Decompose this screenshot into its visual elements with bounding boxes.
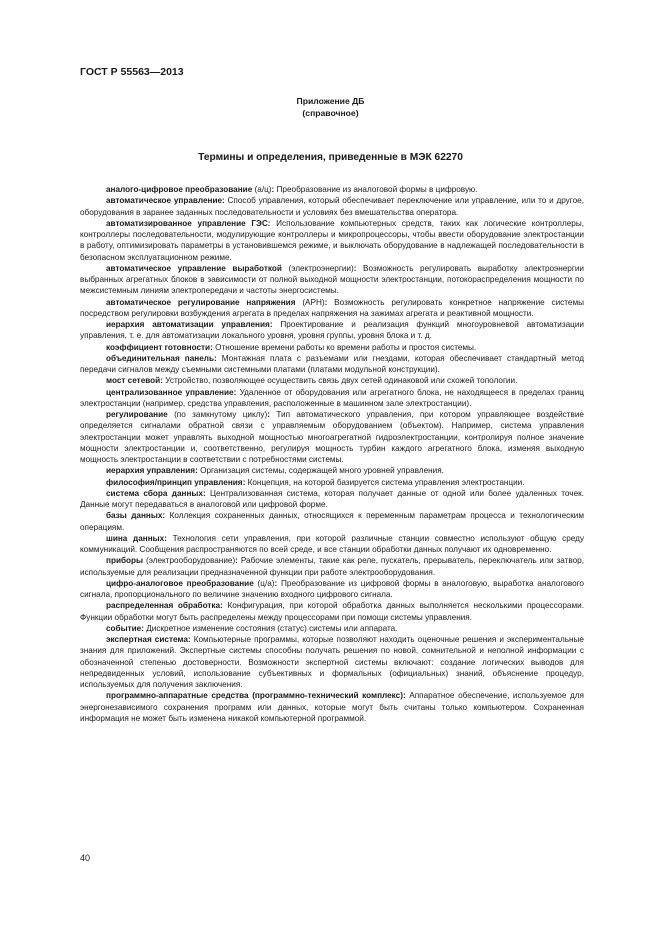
- term-name: философия/принцип управления: [106, 477, 243, 487]
- term-definition: Устройство, позволяющее осуществить связь двух сетей одинаковой или схожей топологии.: [165, 376, 518, 386]
- term-note: (а/ц): [254, 185, 272, 194]
- terms-list: [80, 184, 584, 724]
- term-definition: Возможность регулировать конкретное напряжение системы посредством регулировки возбуждения агрегата в пределах напряжения на зажимах агрегата и реактивной мощности.: [80, 297, 584, 318]
- term-entry: [80, 184, 584, 195]
- term-separator: :: [220, 601, 228, 611]
- term-definition: Технология сети управления, при которой различные станции совместно используют общую среду коммуникаций. Сообщения распространяются по всей среде, и все станции обработки данных получают их одновременно.: [80, 533, 584, 554]
- term-entry: [80, 555, 584, 578]
- term-definition: Коллекция сохраненных данных, относящихся к переменным параметрам процесса и технологическим операциям.: [80, 511, 584, 532]
- term-entry: [80, 218, 584, 263]
- term-separator: :: [402, 691, 410, 701]
- term-definition: Аппаратное обеспечение, используемое для энергонезависимого сохранения программ или данных, которые могут быть считаны только компьютером. Сохраненная информация не может быть изменена никакой компьютерной программой.: [80, 691, 584, 723]
- term-entry: [80, 623, 584, 634]
- term-name: цифро-аналоговое преобразование: [106, 578, 254, 588]
- term-note: (электрооборудование): [145, 556, 236, 566]
- term-entry: [80, 319, 584, 342]
- term-entry: [80, 634, 584, 690]
- term-separator: :: [164, 533, 173, 543]
- term-entry: [80, 387, 584, 410]
- term-name: автоматическое управление выработкой: [106, 263, 282, 273]
- term-name: мост сетевой: [106, 376, 161, 386]
- term-separator: :: [242, 477, 248, 487]
- term-definition: Концепция, на которой базируется система управления электростанции.: [247, 477, 525, 487]
- term-name: коэффициент готовности: [106, 342, 211, 352]
- term-entry: [80, 690, 584, 724]
- term-entry: [80, 297, 584, 320]
- term-separator: :: [267, 218, 277, 228]
- term-definition: Компьютерные программы, которые позволяют находить оценочные решения и экспериментальные знания для приложений. Экспертные системы способны получать решения по новой, сомнительной и неполной информации с обозначенной степенью достоверности. Возможности экспертной системы включают: создание логических выводов для непредвиденных условий, использование субъективных и формальных (официальных) знаний, объяснение процедур, используемых для получения заключения.: [80, 635, 584, 689]
- term-name: программно-аппаратные средства (программно-технический комплекс): [106, 691, 403, 701]
- term-separator: :: [195, 466, 201, 476]
- term-definition: Конфигурация, при которой обработка данных выполняется несколькими процессорами. Функции обработки могут быть распределены между процессорами при помощи системы управления.: [80, 601, 584, 622]
- term-name: иерархия автоматизации управления: [106, 320, 270, 329]
- term-name: автоматическое управление: [106, 196, 223, 206]
- term-separator: :: [235, 556, 241, 566]
- term-name: автоматизированное управление ГЭС: [106, 218, 268, 228]
- term-definition: Тип автоматического управления, при котором управляющее воздействие определяется сигналами обратной связи с управляемым оборудованием (объектом). Например, система управления электростанции может управлять выходной мощностью многоагрегатной гидроэлектростанции, контролируя полное значение мощности электростанции и, соответственно, регулируя мощность турбин каждого агрегатного блока, изменяя выходную мощность электростанции в соответствии с потребностями системы.: [80, 410, 584, 464]
- term-definition: Преобразование из аналоговой формы в цифровую.: [276, 185, 478, 194]
- term-definition: Преобразование из цифровой формы в аналоговую, выработка аналогового сигнала, пропорционального по величине значению входного цифрового сигнала.: [80, 578, 584, 599]
- term-name: иерархия управления: [106, 466, 196, 476]
- term-separator: :: [160, 376, 166, 386]
- term-separator: :: [324, 297, 335, 307]
- term-separator: :: [141, 623, 147, 633]
- term-entry: [80, 353, 584, 376]
- term-note: (АРН): [302, 297, 325, 307]
- term-entry: [80, 375, 584, 386]
- term-name: экспертная система: [106, 635, 188, 644]
- term-name: централизованное управление: [106, 387, 234, 397]
- term-entry: [80, 263, 584, 297]
- term-definition: Способ управления, который обеспечивает переключение или управление, или то и другое, оборудования в заранее заданных последовательности и условиях без вмешательства оператора.: [80, 196, 584, 217]
- term-definition: Возможность регулировать выработку электроэнергии выбранных агрегатных блоков в зависимости от полной выходной мощности электростанции, потокораспределения мощности по межсистемным линиям электропередачи и частоты энергосистемы.: [80, 263, 584, 296]
- appendix-heading: [0, 96, 661, 120]
- appendix-type: (справочное): [302, 107, 359, 118]
- term-definition: Централизованная система, которая получает данные от одной или более удаленных точек. Данные могут передаваться в аналоговой или цифровой форме.: [80, 488, 584, 509]
- term-name: событие: [106, 623, 142, 633]
- term-separator: :: [274, 578, 282, 588]
- term-entry: [80, 578, 584, 601]
- term-name: система сбора данных: [106, 488, 203, 498]
- term-name: регулирование: [106, 410, 168, 419]
- term-entry: [80, 488, 584, 511]
- term-name: шина данных: [106, 533, 165, 543]
- term-separator: :: [202, 488, 210, 498]
- term-definition: Организация системы, содержащей много уровней управления.: [200, 466, 444, 476]
- appendix-label: Приложение ДБ: [296, 96, 365, 106]
- term-separator: :: [214, 353, 222, 363]
- section-title: Термины и определения, приведенные в МЭК 62270: [198, 152, 463, 163]
- term-separator: :: [269, 320, 281, 329]
- term-entry: [80, 409, 584, 465]
- term-definition: Отношение времени работы ко времени работы и простоя системы.: [215, 342, 477, 352]
- term-name: распределенная обработка: [106, 601, 221, 611]
- term-separator: :: [271, 185, 277, 194]
- term-definition: Проектирование и реализация функций многоуровневой автоматизации управления, т. е. для автоматизации локального уровня, уровня группы, уровня блока и т. д.: [80, 320, 584, 341]
- term-definition: Удаленное от оборудования или агрегатного блока, не находящееся в пределах границ электростанции (например, средства управления, расположенные в машинном зале электростанции).: [80, 387, 584, 408]
- term-separator: :: [267, 410, 277, 419]
- term-separator: :: [187, 635, 194, 644]
- page-number: 40: [80, 853, 91, 863]
- term-separator: :: [222, 196, 228, 206]
- term-separator: :: [233, 387, 240, 397]
- term-separator: :: [162, 511, 170, 521]
- term-name: базы данных: [106, 511, 163, 521]
- term-definition: Дискретное изменение состояния (статус) системы или аппарата.: [146, 623, 398, 633]
- term-name: аналого-цифровое преобразование: [106, 185, 253, 194]
- term-definition: Использование компьютерных средств, таких как логические контроллеры, контроллеры последовательности, модулирующие контроллеры и микропроцессоры, чтобы ввести оборудование электростанции в работу, оптимизировать параметры в установившемся режиме, и выключать оборудование в надлежащей последовательности в безопасном эксплуатационном режиме.: [80, 218, 584, 262]
- term-entry: [80, 600, 584, 623]
- term-entry: [80, 533, 584, 556]
- term-note: (по замкнутому циклу): [174, 410, 268, 419]
- term-entry: [80, 510, 584, 533]
- term-entry: [80, 465, 584, 476]
- term-name: объединительная панель: [106, 353, 215, 363]
- term-definition: Рабочие элементы, такие как реле, пускатель, прерыватель, переключатель или затвор, используемые для реализации предназначенной функции при работе электрооборудования.: [80, 556, 584, 577]
- term-entry: [80, 195, 584, 218]
- standard-header: ГОСТ Р 55563—2013: [80, 66, 184, 78]
- term-name: автоматическое регулирование напряжения: [106, 297, 296, 307]
- term-separator: :: [353, 263, 364, 273]
- term-note: (ц/а): [257, 578, 275, 588]
- term-entry: [80, 477, 584, 488]
- term-separator: :: [210, 342, 216, 352]
- term-note: (электроэнергии): [288, 263, 354, 273]
- term-definition: Монтажная плата с разъемами или гнездами, которая обеспечивает стандартный метод передачи сигналов между съемными системными платами (платами модульной конструкции).: [80, 353, 584, 374]
- term-name: приборы: [106, 556, 144, 566]
- term-entry: [80, 342, 584, 353]
